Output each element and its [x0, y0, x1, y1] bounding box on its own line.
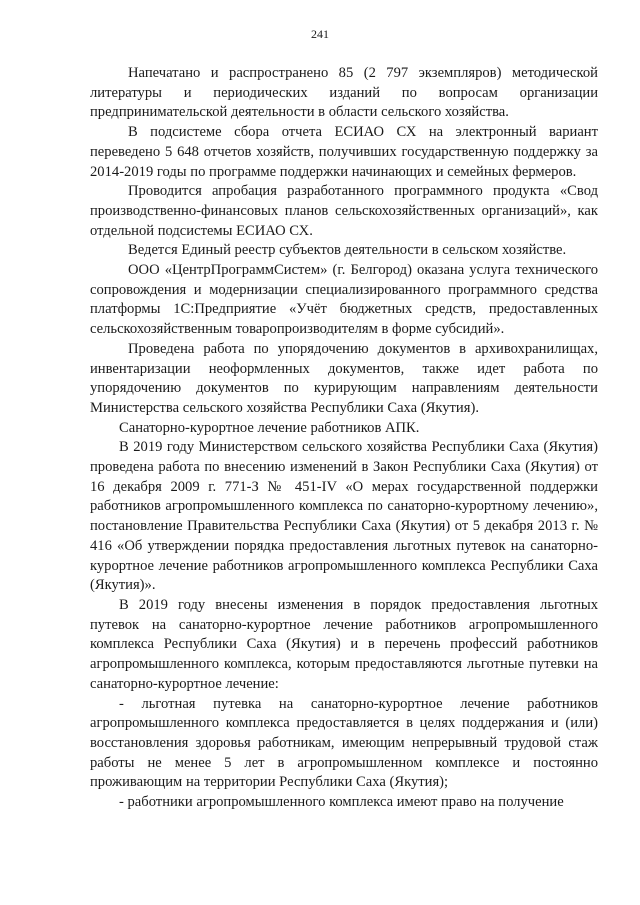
list-item-voucher: - льготная путевка на санаторно-курортное лечение работников агропромышленного комплекса предоставляется в целях поддержания и (или) восстановления здоровья работникам, имеющим непрерывный трудовой стаж работы не менее 5 лет в агропромышленном комплексе и постоянно проживающим на территории Республики Саха (Якутия); [90, 695, 598, 791]
document-body [90, 64, 598, 813]
paragraph-1c-support: ООО «ЦентрПрограммСистем» (г. Белгород) оказана услуга технического сопровождения и модернизации специализированного программного средства платформы 1С:Предприятие «Учёт бюджетных средств, предоставленных сельскохозяйственным товаропроизводителям в форме субсидий». [90, 262, 598, 338]
paragraph-archive: Проведена работа по упорядочению документов в архивохранилищах, инвентаризации неоформленных документов, также идет работа по упорядочению документов по курирующим направлениям деятельности Министерства сельского хозяйства Республики Саха (Якутия). [90, 340, 598, 416]
paragraph-law-changes: В 2019 году Министерством сельского хозяйства Республики Саха (Якутия) проведена работа по внесению изменений в Закон Республики Саха (Якутия) от 16 декабря 2009 г. 771-З № 451-IV «О мерах государственной поддержки работников агропромышленного комплекса по санаторно-курортному лечению», постановление Правительства Республики Саха (Якутия) от 5 декабря 2013 г. № 416 «Об утверждении порядка предоставления льготных путевок на санаторно-курортное лечение работников агропромышленного комплекса Республики Саха (Якутия)». [90, 439, 598, 594]
paragraph-approbation: Проводится апробация разработанного программного продукта «Свод производственно-финансовых планов сельскохозяйственных организаций», как отдельной подсистемы ЕСИАО СХ. [90, 183, 598, 239]
section-heading-sanatorium: Санаторно-курортное лечение работников АПК. [119, 419, 420, 436]
paragraph-order-changes: В 2019 году внесены изменения в порядок предоставления льготных путевок на санаторно-курортное лечение работников агропромышленного комплекса Республики Саха (Якутия) и в перечень профессий работников агропромышленного комплекса, которым предоставляются льготные путевки на санаторно-курортное лечение: [90, 596, 598, 692]
page-number: 241 [311, 27, 329, 41]
paragraph-esiao-reports: В подсистеме сбора отчета ЕСИАО СХ на электронный вариант переведено 5 648 отчетов хозяйств, получивших государственную поддержку за 2014-2019 годы по программе поддержки начинающих и семейных фермеров. [90, 124, 598, 180]
list-item-rights: - работники агропромышленного комплекса имеют право на получение [119, 794, 564, 811]
paragraph-registry: Ведется Единый реестр субъектов деятельности в сельском хозяйстве. [128, 242, 567, 259]
paragraph-literature: Напечатано и распространено 85 (2 797 экземпляров) методической литературы и периодических изданий по вопросам организации предпринимательской деятельности в области сельского хозяйства. [90, 65, 598, 121]
